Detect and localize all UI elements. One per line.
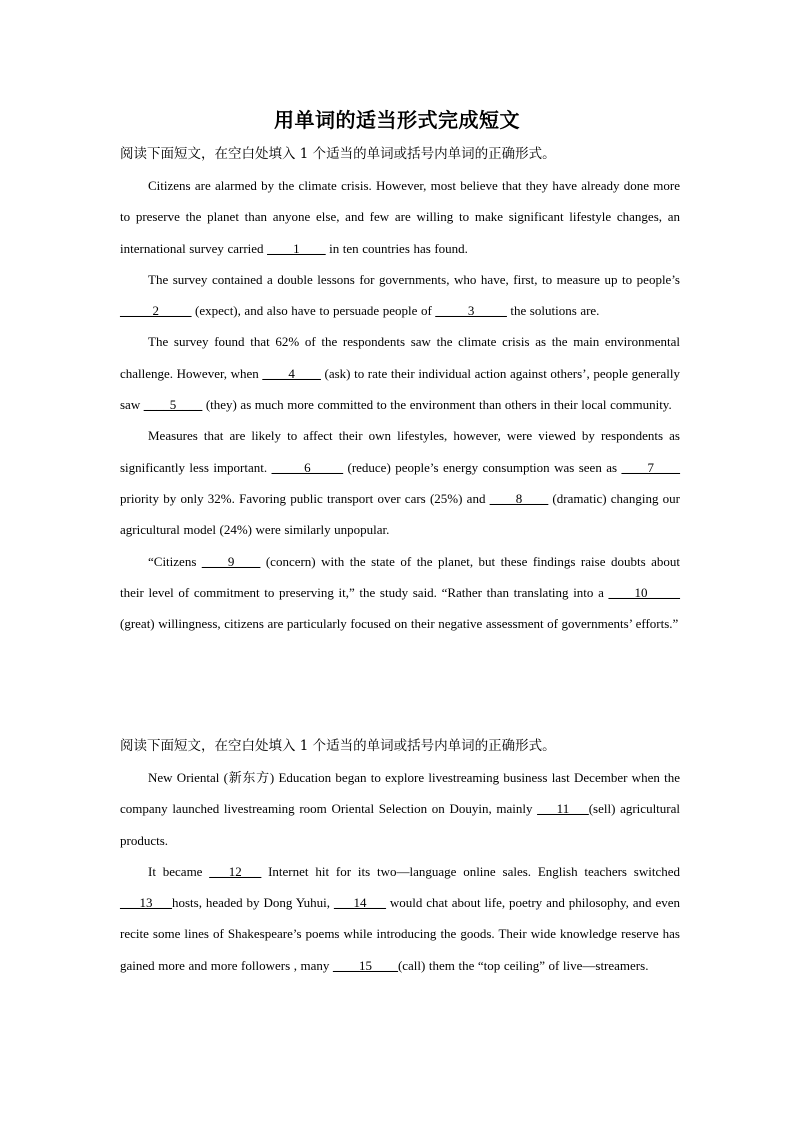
blank-1[interactable]: ____1____ (267, 240, 326, 256)
blank-4[interactable]: ____4____ (262, 365, 321, 381)
blank-13[interactable]: ___13___ (120, 895, 172, 911)
passage-1-instruction: 阅读下面短文，在空白处填入 1 个适当的单词或括号内单词的正确形式。 (120, 146, 556, 162)
blank-9[interactable]: ____9____ (201, 553, 261, 569)
passage-2-paragraph-1: New Oriental (新东方) Education began to explore livestreaming business last December when the company launched livestreaming room Oriental Selection on Douyin, mainly ___11___(sell) agricultural products. (120, 770, 681, 848)
blank-12[interactable]: ___12___ (209, 863, 262, 879)
blank-2[interactable]: _____2_____ (120, 303, 192, 319)
passage-1-paragraph-4: Measures that are likely to affect their own lifestyles, however, were viewed by respondents as significantly less important. _____6_____ (reduce) people’s energy consumption was seen as ____7____ priority by only 32%. Favoring public transport over cars (25%) and ____8____ (dramatic) changing our agricultural model (24%) were similarly unpopular. (120, 428, 681, 538)
blank-6[interactable]: _____6_____ (271, 459, 344, 475)
passage-1-paragraph-2: The survey contained a double lessons for governments, who have, first, to measure up to people’s _____2_____ (expect), and also have to persuade people of _____3_____ the solutions are. (120, 271, 680, 319)
passage-1-paragraph-5: “Citizens ____9____ (concern) with the state of the planet, but these findings raise doubts about their level of commitment to preserving it,” the study said. “Rather than translating into a ____10_____ (great) willingness, citizens are particularly focused on their negative assessment of governments’ efforts.” (120, 553, 680, 632)
passage-2-instruction: 阅读下面短文，在空白处填入 1 个适当的单词或括号内单词的正确形式。 (120, 738, 556, 754)
blank-3[interactable]: _____3_____ (435, 303, 507, 319)
passage-2 (120, 731, 680, 981)
blank-15[interactable]: ____15____ (332, 957, 398, 973)
passage-1 (120, 139, 680, 639)
blank-10[interactable]: ____10_____ (608, 584, 680, 600)
blank-11[interactable]: ___11___ (537, 801, 589, 817)
passage-1-paragraph-3: The survey found that 62% of the respondents saw the climate crisis as the main environmental challenge. However, when ____4____ (ask) to rate their individual action against others’, people generally saw ____5____ (they) as much more committed to the environment than others in their local community. (120, 334, 680, 413)
passage-2-paragraph-2: It became ___12___ Internet hit for its two—language online sales. English teachers switched ___13___hosts, headed by Dong Yuhui, ___14___ would chat about life, poetry and philosophy, and even recite some lines of Shakespeare’s poems while introducing the goods. Their wide knowledge reserve has gained more and more followers , many ____15____(call) them the “top ceiling” of live—streamers. (120, 863, 681, 973)
blank-14[interactable]: ___14___ (333, 895, 386, 911)
page-title: 用单词的适当形式完成短文 (274, 108, 520, 132)
passage-1-paragraph-1: Citizens are alarmed by the climate crisis. However, most believe that they have already done more to preserve the planet than anyone else, and few are willing to make significant lifestyle changes, an international survey carried ____1____ in ten countries has found. (120, 178, 680, 256)
blank-7[interactable]: ____7____ (621, 459, 681, 475)
blank-5[interactable]: ____5____ (143, 397, 203, 413)
blank-8[interactable]: ____8____ (489, 490, 549, 506)
